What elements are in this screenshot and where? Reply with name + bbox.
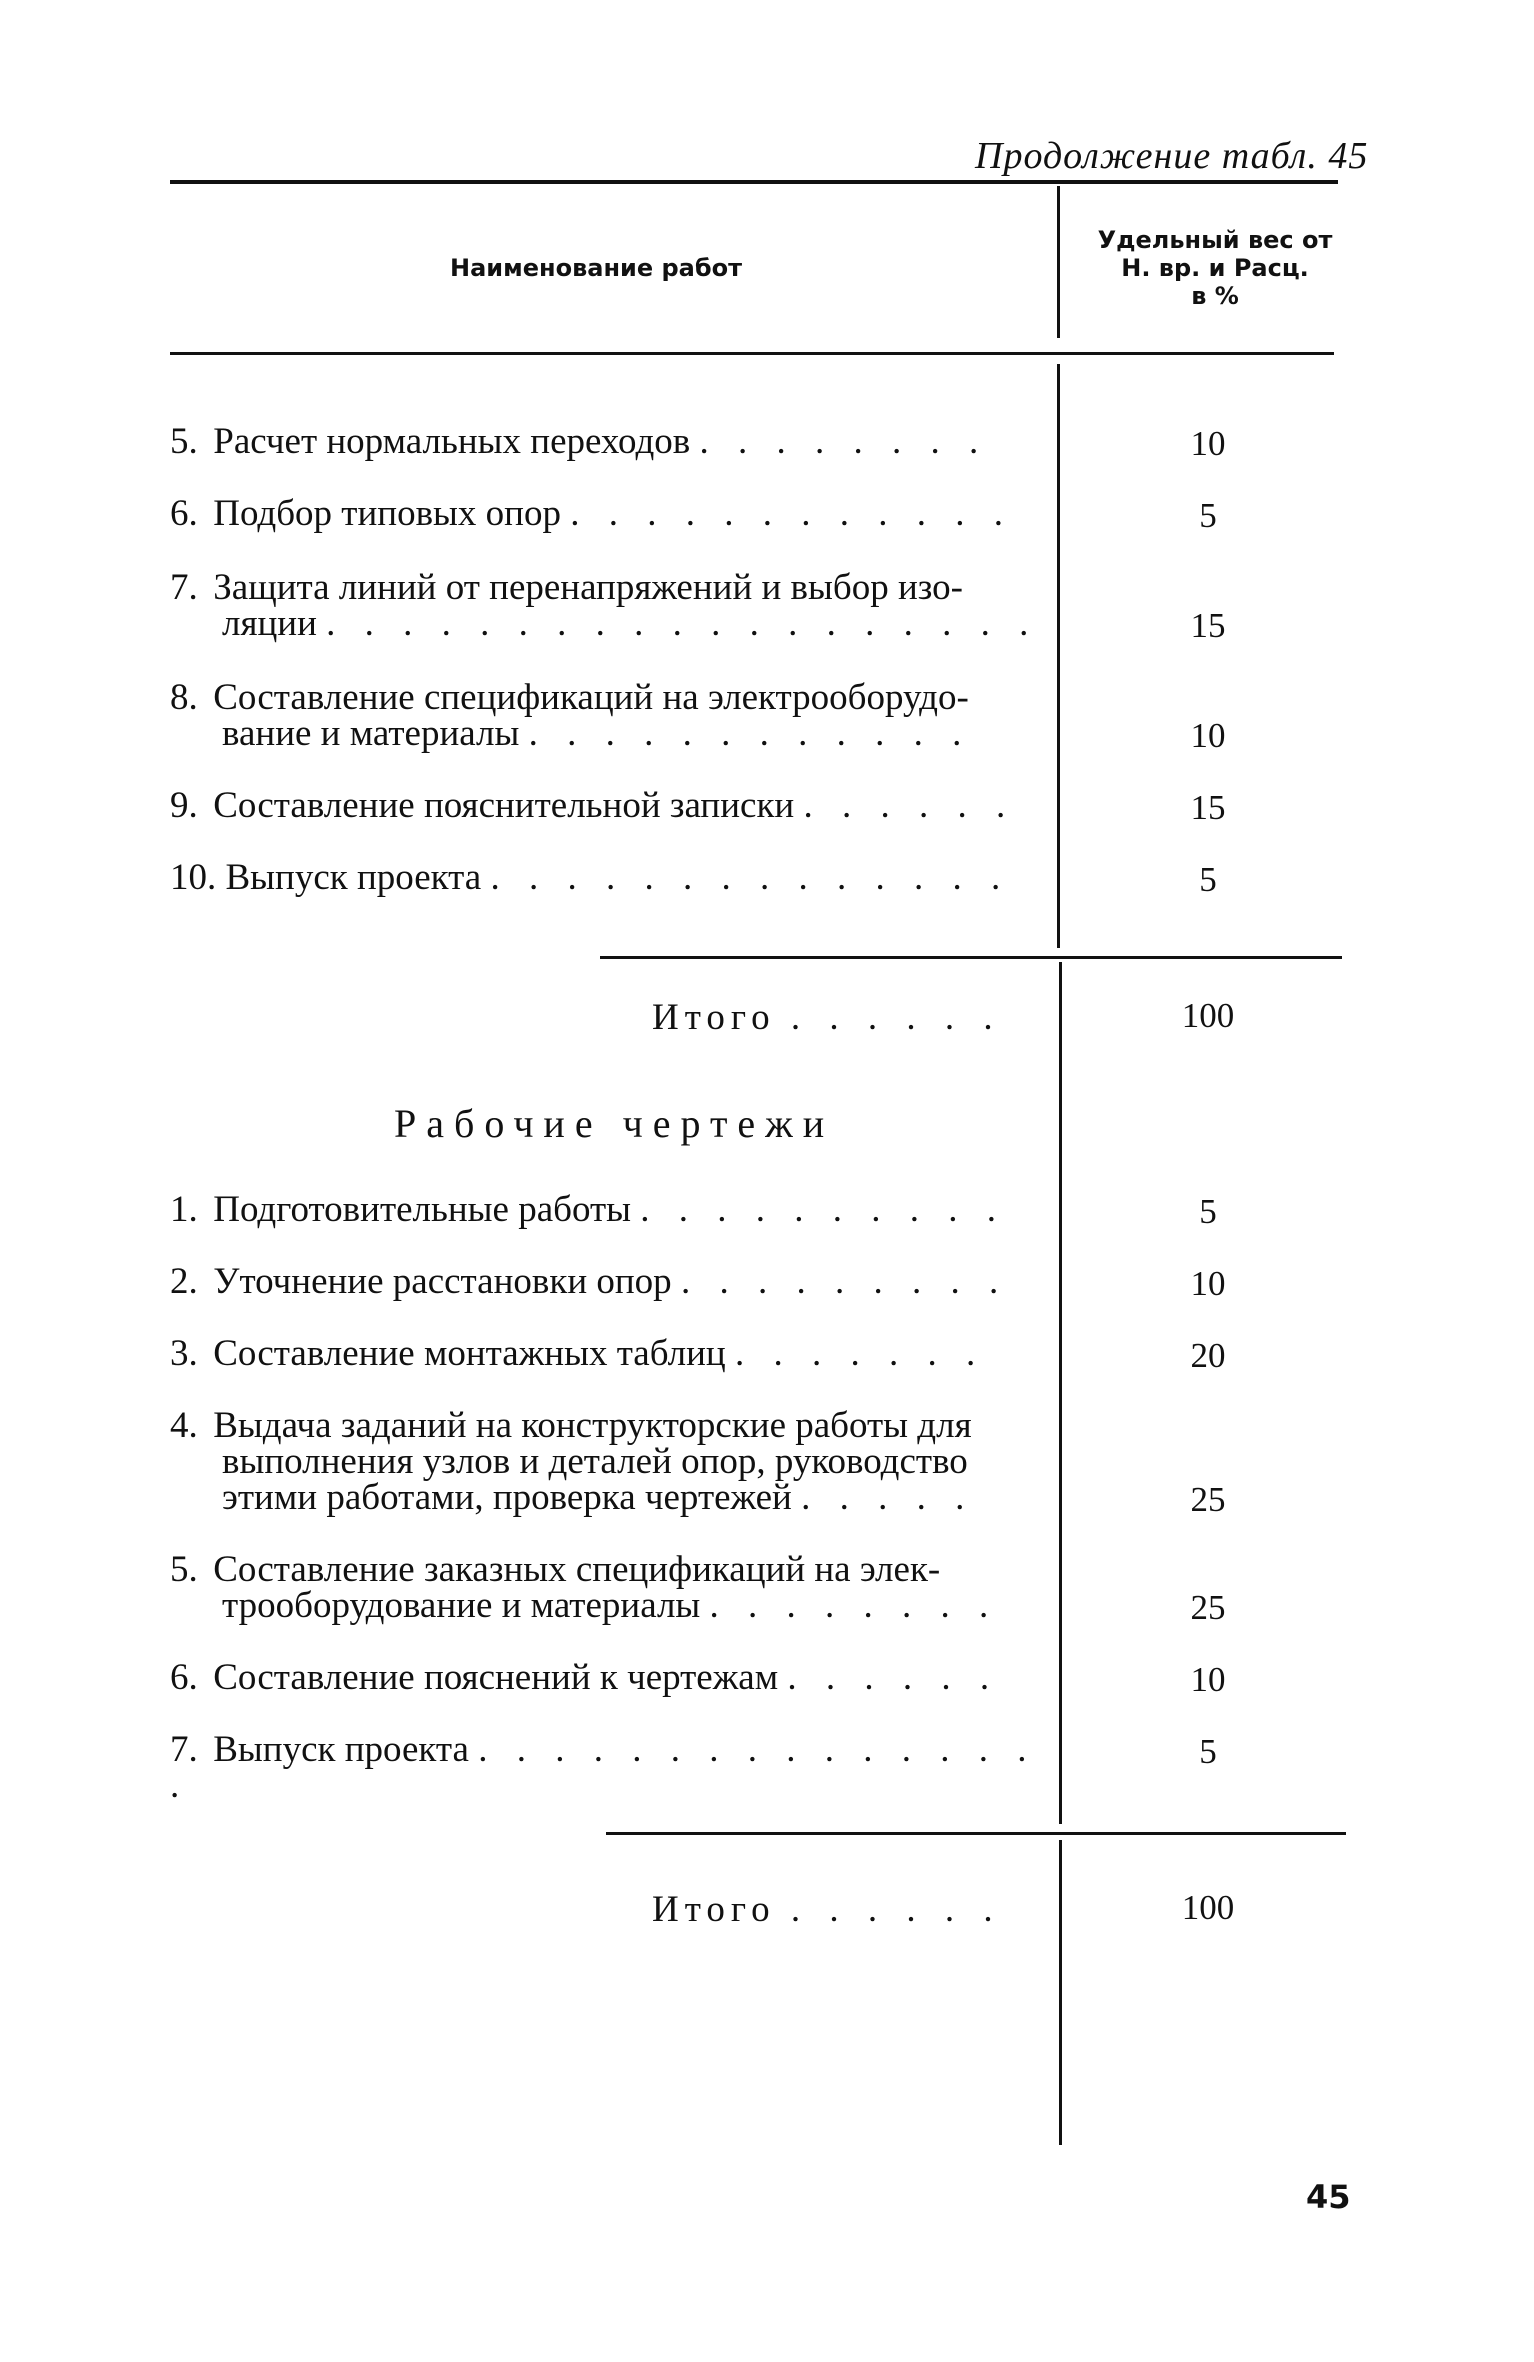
table-row — [170, 1729, 1040, 1806]
row-value: 15 — [1190, 788, 1226, 827]
row-label: Защита линий от перенапряжений и выбор изо- — [213, 567, 963, 608]
table-row — [170, 677, 1040, 754]
row-number: 9. — [170, 785, 198, 826]
table-row — [170, 1333, 1040, 1374]
column-header-name: Наименование работ — [450, 254, 743, 282]
row-label-cont: ляции — [222, 603, 317, 644]
total-rule — [600, 956, 1342, 959]
row-number: 4. — [170, 1405, 198, 1446]
total-row — [652, 1888, 1003, 1931]
leader-dots: . . . . . — [801, 1477, 975, 1518]
table-row — [170, 421, 1040, 462]
row-label-cont: выполнения узлов и деталей опор, руководство — [222, 1441, 968, 1482]
row-label: Подготовительные работы — [213, 1189, 631, 1230]
row-label: Выдача заданий на конструкторские работы для — [213, 1405, 972, 1446]
row-value: 5 — [1199, 1192, 1217, 1231]
total-label: Итого — [652, 997, 776, 1038]
row-value: 15 — [1190, 606, 1226, 645]
row-label: Выпуск проекта — [225, 857, 482, 898]
row-value: 10 — [1190, 716, 1226, 755]
column-divider-header — [1057, 186, 1060, 338]
total-rule — [606, 1832, 1346, 1835]
leader-dots: . . . . . . . . . . . . . . . . . . . — [326, 603, 1039, 644]
row-label: Составление монтажных таблиц — [213, 1333, 726, 1374]
leader-dots: . . . . . . — [790, 1889, 1003, 1930]
row-label: Уточнение расстановки опор — [213, 1261, 672, 1302]
row-label: Составление пояснений к чертежам — [213, 1657, 779, 1698]
header-weight-line1: Удельный вес от — [1097, 226, 1333, 254]
row-label: Составление спецификаций на электрооборудо- — [213, 677, 969, 718]
row-value: 25 — [1190, 1588, 1226, 1627]
row-label-cont: трооборудование и материалы — [222, 1585, 701, 1626]
total-label: Итого — [652, 1889, 776, 1930]
table-row — [170, 493, 1040, 534]
row-label: Выпуск проекта — [213, 1729, 469, 1770]
row-number: 5. — [170, 1549, 198, 1590]
column-divider-section2 — [1059, 962, 1062, 1824]
total-value: 100 — [1181, 1888, 1235, 1927]
header-rule — [170, 352, 1334, 355]
column-divider-footer — [1059, 1840, 1062, 2145]
leader-dots: . . . . . . . . . . . . . . — [490, 857, 1011, 898]
top-rule — [170, 180, 1338, 184]
table-row — [170, 1261, 1040, 1302]
row-number: 8. — [170, 677, 198, 718]
total-value: 100 — [1181, 996, 1235, 1035]
table-row — [170, 1549, 1040, 1626]
row-number: 7. — [170, 567, 198, 608]
row-value: 25 — [1190, 1480, 1226, 1519]
row-number: 6. — [170, 1657, 198, 1698]
table-row — [170, 857, 1040, 898]
leader-dots: . . . . . . . . . . — [640, 1189, 1006, 1230]
table-row — [170, 1189, 1040, 1230]
header-weight-line2: Н. вр. и Расц. — [1121, 254, 1309, 282]
row-label-cont: этими работами, проверка чертежей — [222, 1477, 792, 1518]
leader-dots: . . . . . . — [790, 997, 1003, 1038]
row-number: 1. — [170, 1189, 198, 1230]
row-number: 2. — [170, 1261, 198, 1302]
leader-dots: . . . . . . . . . . . . — [570, 493, 1013, 534]
row-number: 6. — [170, 493, 198, 534]
row-value: 10 — [1190, 1660, 1226, 1699]
table-caption: Продолжение табл. 45 — [975, 135, 1369, 177]
row-value: 5 — [1199, 860, 1217, 899]
row-value: 20 — [1190, 1336, 1226, 1375]
row-number: 7. — [170, 1729, 198, 1770]
page-number: 45 — [1306, 2178, 1351, 2216]
leader-dots: . . . . . . . . . . . . — [528, 713, 972, 754]
row-value: 5 — [1199, 496, 1217, 535]
leader-dots: . . . . . . . — [734, 1333, 986, 1374]
leader-dots: . . . . . . . . — [709, 1585, 999, 1626]
row-number: 3. — [170, 1333, 198, 1374]
table-row — [170, 1657, 1040, 1698]
row-label-cont: вание и материалы — [222, 713, 520, 754]
row-value: 10 — [1190, 1264, 1226, 1303]
section-title: Рабочие чертежи — [394, 1101, 835, 1146]
header-weight-line3: в % — [1191, 282, 1239, 310]
table-row — [170, 785, 1040, 826]
total-row — [652, 996, 1003, 1039]
row-label: Подбор типовых опор — [213, 493, 561, 534]
column-header-weight — [1080, 226, 1350, 310]
leader-dots: . . . . . . . . — [699, 421, 989, 462]
leader-dots: . . . . . . — [787, 1657, 1000, 1698]
row-value: 5 — [1199, 1732, 1217, 1771]
leader-dots: . . . . . . . . . — [680, 1261, 1009, 1302]
column-divider-section1 — [1057, 364, 1060, 948]
row-label: Составление пояснительной записки — [213, 785, 795, 826]
row-number: 10. — [170, 857, 217, 898]
row-value: 10 — [1190, 424, 1226, 463]
row-label: Составление заказных спецификаций на элек- — [213, 1549, 941, 1590]
row-label: Расчет нормальных переходов — [213, 421, 691, 462]
row-number: 5. — [170, 421, 198, 462]
leader-dots: . . . . . . . . . . . . . . . . — [170, 1729, 1037, 1806]
leader-dots: . . . . . . — [803, 785, 1016, 826]
table-row — [170, 567, 1040, 644]
table-row — [170, 1405, 1040, 1518]
